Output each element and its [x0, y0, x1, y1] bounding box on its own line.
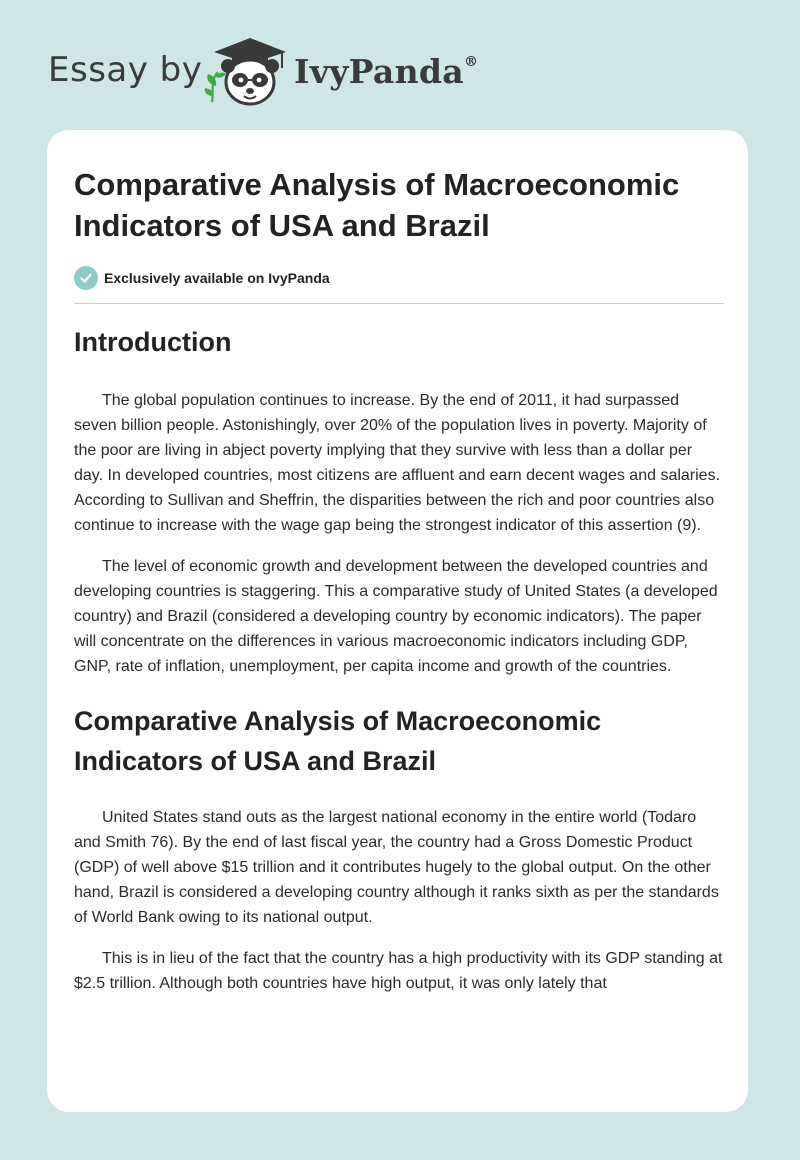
essay-content	[74, 164, 724, 996]
site-header	[0, 0, 800, 130]
paragraph: This is in lieu of the fact that the country has a high productivity with its GDP standing at $2.5 trillion. Although both countries have high output, it was only lately that	[74, 950, 723, 992]
essay-by-label: Essay by	[48, 50, 203, 90]
registered-mark: ®	[463, 54, 479, 70]
page-title: Comparative Analysis of Macroeconomic Indicators of USA and Brazil	[74, 167, 680, 243]
essay-card	[47, 130, 748, 1112]
section-heading-comparative-analysis: Comparative Analysis of Macroeconomic Indicators of USA and Brazil	[74, 706, 602, 776]
check-circle-icon	[74, 266, 98, 290]
paragraph: United States stand outs as the largest national economy in the entire world (Todaro and Smith 76). By the end of last fiscal year, the country had a Gross Domestic Product (GDP) of well above $15 trillion and it contributes hugely to the global output. On the other hand, Brazil is considered a developing country although it ranks sixth as per the standards of World Bank owing to its national output.	[74, 809, 719, 926]
paragraph: The global population continues to increase. By the end of 2011, it had surpassed seven billion people. Astonishingly, over 20% of the population lives in poverty. Majority of the poor are living in abject poverty implying that they survive with less than a dollar per day. In developed countries, most citizens are affluent and earn decent wages and salaries. According to Sullivan and Sheffrin, the disparities between the rich and poor countries also continue to increase with the wage gap being the strongest indicator of this assertion (9).	[74, 392, 721, 534]
brand-text: IvyPanda	[294, 52, 464, 91]
brand-name[interactable]	[294, 52, 478, 91]
section-heading-introduction: Introduction	[74, 327, 232, 357]
paragraph: The level of economic growth and development between the developed countries and developing countries is staggering. This a comparative study of United States (a developed country) and Brazil (considered a developing country by economic indicators). The paper will concentrate on the differences in various macroeconomic indicators including GDP, GNP, rate of inflation, unemployment, per capita income and growth of the countries.	[74, 558, 718, 675]
exclusive-badge-label: Exclusively available on IvyPanda	[104, 270, 330, 286]
title-divider	[74, 303, 724, 304]
exclusive-badge	[74, 266, 724, 290]
panda-logo-icon[interactable]	[202, 36, 292, 108]
